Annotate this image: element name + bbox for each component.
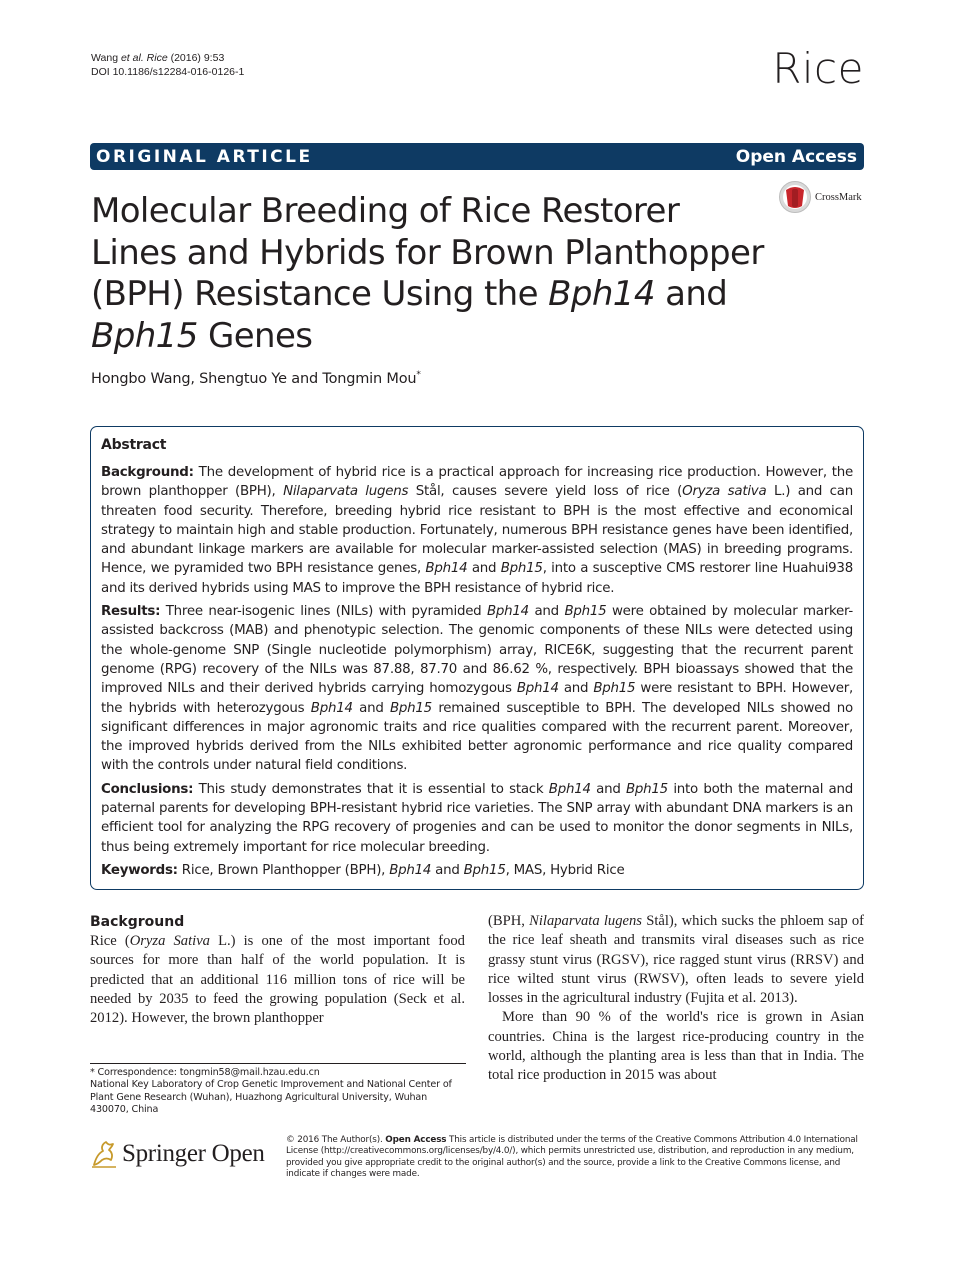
citation	[91, 51, 244, 79]
journal-name: Rice	[772, 44, 864, 93]
springer-horse-icon	[90, 1139, 118, 1169]
open-access-label: Open Access	[735, 146, 857, 167]
article-type-banner	[90, 143, 864, 170]
crossmark-icon	[778, 180, 812, 214]
body-left-column	[90, 912, 465, 1028]
abstract-heading: Abstract	[101, 437, 167, 453]
citation-line: Wang et al. Rice (2016) 9:53	[91, 52, 225, 64]
article-type: ORIGINAL ARTICLE	[96, 146, 313, 167]
body-paragraph: More than 90 % of the world's rice is grown in Asian countries. China is the largest rice-producing country in the world, although the planting area is less than that in India. The total rice production in 2015 was about	[488, 1009, 864, 1084]
publisher-logo	[90, 1139, 265, 1169]
body-paragraph: (BPH, Nilaparvata lugens Stål), which sucks the phloem sap of the rice leaf sheath and transmits viral diseases such as rice grassy stunt virus (RGSV), rice ragged stunt virus (RRSV) and rice wilted stunt virus (RWSV), often leads to severe yield losses in the agricultural industry (Fujita et al. 2013).	[488, 913, 865, 1007]
crossmark-badge[interactable]	[778, 180, 862, 214]
affiliation: National Key Laboratory of Crop Genetic Improvement and National Center of Plant Gene Research (Wuhan), Huazhong Agricultural University, Wuhan 430070, China	[90, 1079, 452, 1115]
doi: DOI 10.1186/s12284-016-0126-1	[91, 66, 245, 78]
abstract-background: Background: The development of hybrid rice is a practical approach for increasing rice production. However, the brown planthopper (BPH), Nilaparvata lugens Stål, causes severe yield loss of rice (Oryza sativa L.) and can threaten food security. Therefore, breeding hybrid rice resistant to BPH is the most effective and economical strategy to maintain high and stable production. Fortunately, numerous BPH resistance genes have been identified, and abundant linkage markers are available for molecular marker-assisted selection (MAS) in breeding programs. Hence, we pyramided two BPH resistance genes, Bph14 and Bph15, into a susceptive CMS restorer line Huahui938 and its derived hybrids using MAS to improve the BPH resistance of hybrid rice.	[101, 465, 853, 596]
publisher-name: Springer Open	[122, 1140, 265, 1167]
footnote-divider	[90, 1063, 466, 1064]
license-notice: © 2016 The Author(s). Open Access This article is distributed under the terms of the Creative Commons Attribution 4.0 International License (http://creativecommons.org/licenses/by/4.0/), which permits unrestricted use, distribution, and reproduction in any medium, provided you give appropriate credit to the original author(s) and the source, provide a link to the Creative Commons license, and indicate if changes were made.	[286, 1135, 858, 1179]
correspondence-footnote	[90, 1067, 466, 1116]
article-title: Molecular Breeding of Rice Restorer Lines and Hybrids for Brown Planthopper (BPH) Resistance Using the Bph14 and Bph15 Genes	[91, 191, 764, 356]
crossmark-label: CrossMark	[815, 191, 862, 203]
correspondence-email: * Correspondence: tongmin58@mail.hzau.edu.cn	[90, 1067, 320, 1078]
abstract-conclusions: Conclusions: This study demonstrates that it is essential to stack Bph14 and Bph15 into both the maternal and paternal parents for developing BPH-resistant hybrid rice varieties. The SNP array with abundant DNA markers is an efficient tool for analyzing the RPG recovery of progenies and can be used to monitor the donor segments in NILs, thus being extremely important for rice molecular breeding.	[101, 781, 853, 855]
author-list: Hongbo Wang, Shengtuo Ye and Tongmin Mou*	[91, 370, 421, 387]
body-right-column	[488, 912, 864, 1086]
abstract-keywords: Keywords: Rice, Brown Planthopper (BPH), Bph14 and Bph15, MAS, Hybrid Rice	[101, 862, 625, 878]
body-paragraph: Rice (Oryza Sativa L.) is one of the most important food sources for more than half of the world population. It is predicted that an additional 116 million tons of rice will be needed by 2035 to feed the growing population (Seck et al. 2012). However, the brown planthopper	[90, 933, 465, 1027]
section-heading-background: Background	[90, 914, 185, 930]
abstract-box	[90, 426, 864, 890]
abstract-results: Results: Three near-isogenic lines (NILs) with pyramided Bph14 and Bph15 were obtained by molecular marker-assisted backcross (MAB) and phenotypic selection. The genomic components of these NILs were detected using the whole-genome SNP (Single nucleotide polymorphism) array, RICE6K, suggesting that the recurrent parent genome (RPG) recovery of the NILs was 87.88, 87.70 and 86.62 %, respectively. BPH bioassays showed that the improved NILs and their derived hybrids carrying homozygous Bph14 and Bph15 were resistant to BPH. However, the hybrids with heterozygous Bph14 and Bph15 remained susceptible to BPH. The developed NILs showed no significant differences in major agronomic traits and rice qualities compared with the recurrent parent. Moreover, the improved hybrids derived from the NILs exhibited better agronomic performance and rice quality compared with the controls under natural field conditions.	[101, 604, 853, 774]
